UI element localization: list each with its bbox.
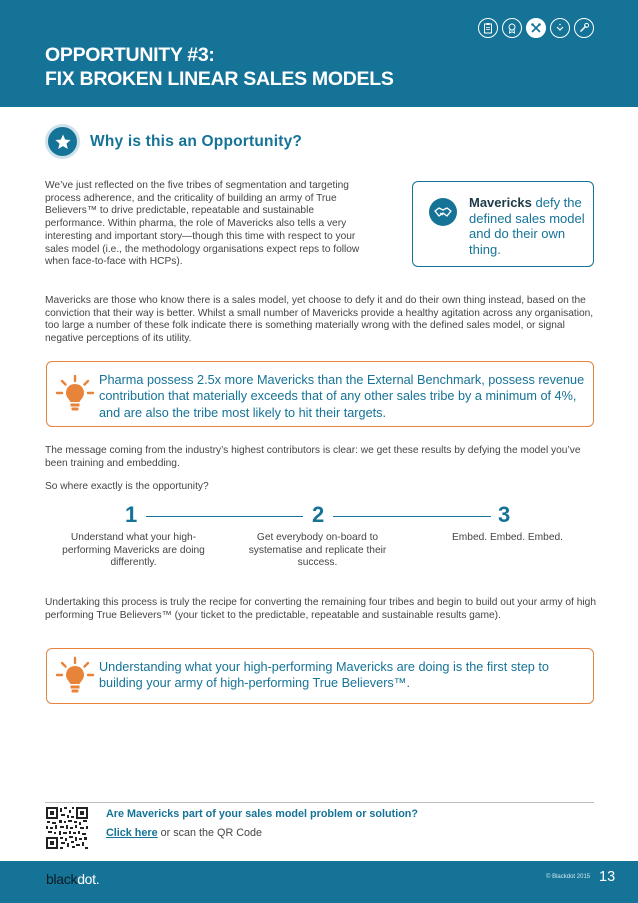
step-1-text: Understand what your high-performing Mavericks are doing differently. <box>62 532 205 569</box>
insight-text-1: Pharma possess 2.5x more Mavericks than the External Benchmark, possess revenue contribution that materially exceeds that of any other sales tribe by a minimum of 4%, and are also the tribe most likely to hit their targets. <box>99 373 585 420</box>
steps-row <box>45 502 597 572</box>
step-connector-1 <box>146 516 303 517</box>
qr-instruction <box>106 827 262 839</box>
title-line-1: OPPORTUNITY #3: <box>45 44 215 66</box>
title-line-2: FIX BROKEN LINEAR SALES MODELS <box>45 68 394 90</box>
medal-icon[interactable] <box>502 18 522 38</box>
brand-logo <box>46 871 99 887</box>
brand-black: black <box>46 871 78 887</box>
insight-callout-1 <box>46 361 594 427</box>
step-3-number: 3 <box>498 502 511 527</box>
brand-dot: dot. <box>77 871 100 887</box>
insight-callout-2 <box>46 648 594 704</box>
question-paragraph: So where exactly is the opportunity? <box>45 481 209 492</box>
intro-paragraph: We’ve just reflected on the five tribes of segmentation and targeting process adherence, and the criticality of building an army of True Believers™ to drive predictable, repeatable and sustainable performance. Within pharma, the role of Mavericks also tells a very interesting and important story—though this time with respect to your sales model (i.e., the methodology organisations expect reps to follow when face-to-face with HCPs). <box>45 180 360 268</box>
handshake-icon <box>429 198 457 226</box>
section-heading: Why is this an Opportunity? <box>90 132 303 150</box>
step-connector-2 <box>333 516 491 517</box>
mavericks-paragraph: Mavericks are those who know there is a sales model, yet choose to defy it and do their own thing instead, based on the conviction that their way is better. Whilst a small number of Mavericks provide a healthy agitation across any organisation, too large a number of these folk indicate there is something materially wrong with the defined sales model, or signal negative perceptions of its utility. <box>45 295 594 345</box>
lightbulb-icon <box>53 372 97 416</box>
qr-question: Are Mavericks part of your sales model problem or solution? <box>106 808 418 820</box>
step-2-number: 2 <box>312 502 325 527</box>
page-number: 13 <box>599 869 616 885</box>
step-3-text: Embed. Embed. Embed. <box>452 532 563 543</box>
qr-instruction-rest: or scan the QR Code <box>157 827 263 839</box>
chevron-down-icon[interactable] <box>550 18 570 38</box>
mavericks-bold: Mavericks <box>469 195 532 210</box>
clipboard-icon[interactable] <box>478 18 498 38</box>
tools-icon[interactable] <box>526 18 546 38</box>
star-icon <box>45 124 80 159</box>
mavericks-rest: defy the defined sales model and do their own thing. <box>469 195 585 257</box>
copyright: © Blackdot 2015 <box>546 874 591 880</box>
mavericks-callout-box <box>412 181 594 267</box>
step-2-text: Get everybody on-board to systematise and replicate their success. <box>248 532 387 569</box>
qr-code[interactable] <box>45 806 89 850</box>
wrench-icon[interactable] <box>574 18 594 38</box>
page-title <box>45 43 394 91</box>
footer-band <box>0 861 638 903</box>
header-band <box>0 0 638 107</box>
process-paragraph: Undertaking this process is truly the recipe for converting the remaining four tribes and begin to build out your army of high performing True Believers™ (your ticket to the predictable, repeatable and sustainable results game). <box>45 597 596 621</box>
step-1-number: 1 <box>125 502 138 527</box>
divider <box>45 802 594 803</box>
section-icons <box>478 18 594 38</box>
lightbulb-icon <box>53 654 97 698</box>
why-heading <box>45 124 302 159</box>
mavericks-definition <box>469 195 587 257</box>
click-here-link[interactable]: Click here <box>106 827 158 839</box>
message-paragraph: The message coming from the industry’s highest contributors is clear: we get these results by defying the model you’ve been training and embedding. <box>45 445 581 469</box>
insight-text-2: Understanding what your high-performing Mavericks are doing is the first step to building your army of high-performing True Believers™. <box>99 660 549 691</box>
